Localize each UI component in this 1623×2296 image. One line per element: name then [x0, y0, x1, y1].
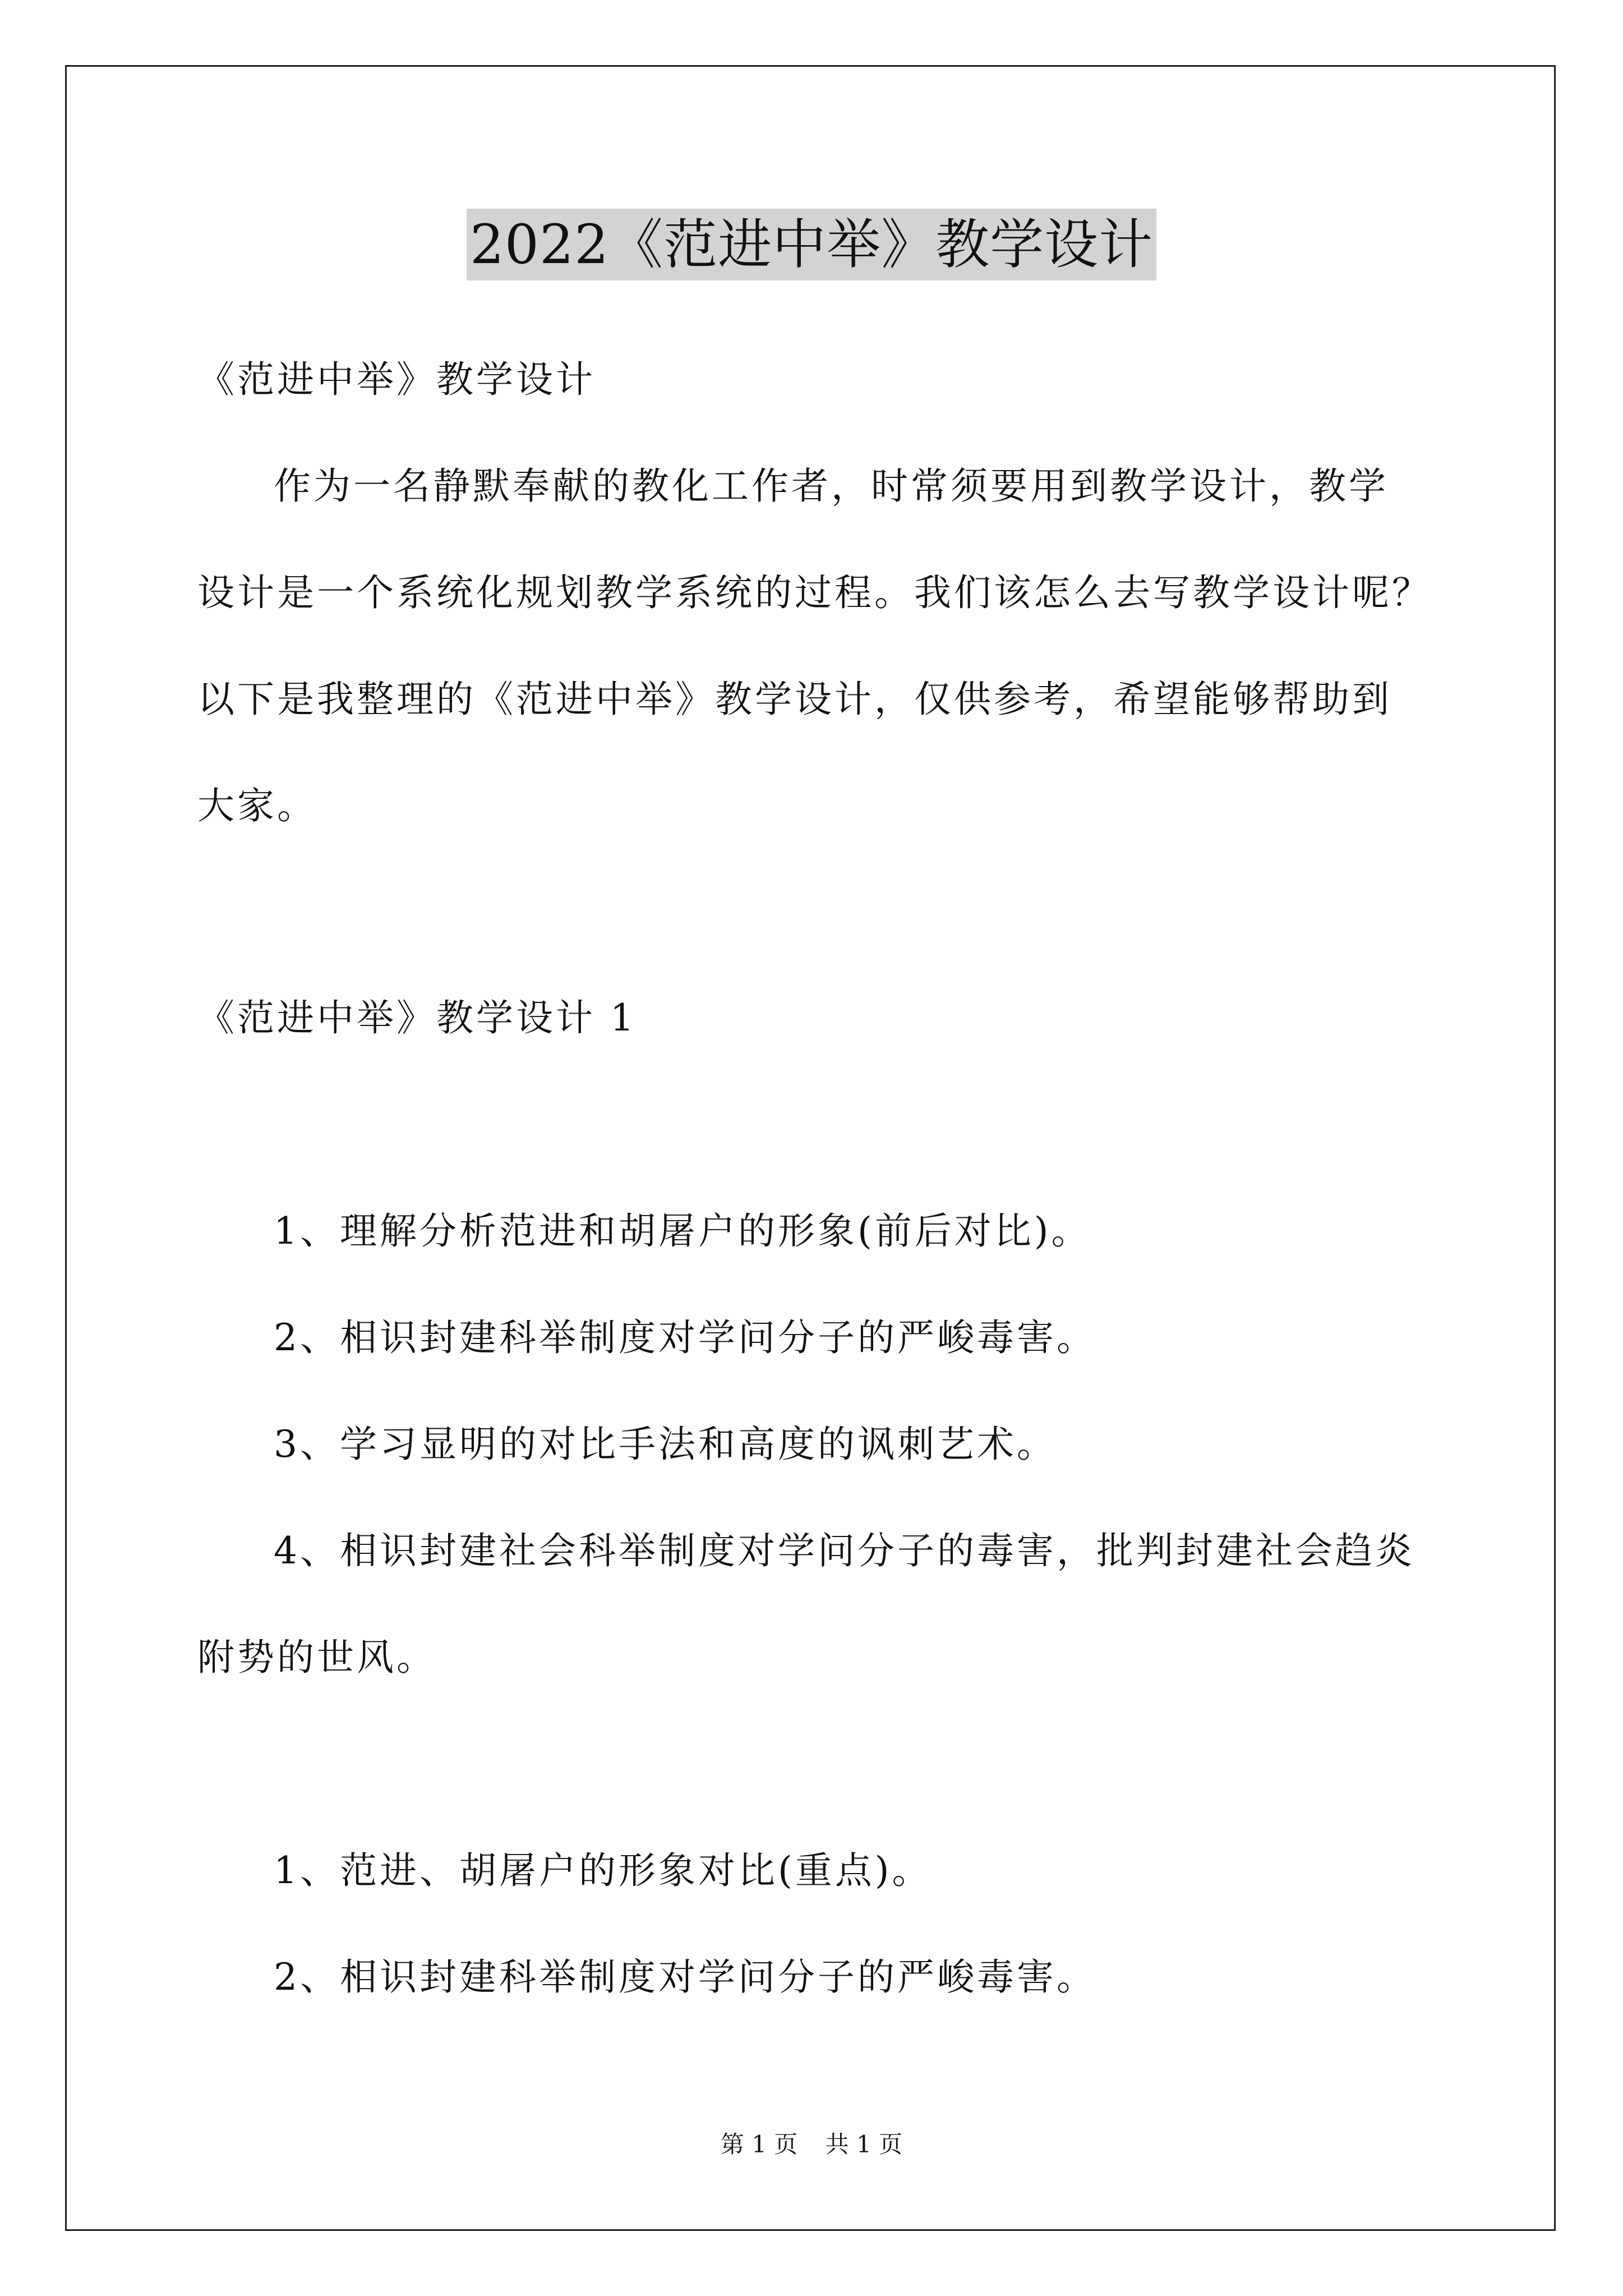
intro-line-2: 设计是一个系统化规划教学系统的过程。我们该怎么去写教学设计呢？	[197, 571, 1432, 614]
page-number-current: 第 1 页	[720, 2131, 798, 2158]
intro-line-4: 大家。	[197, 784, 317, 827]
document-subtitle: 《范进中举》教学设计	[197, 358, 596, 401]
goal-item-3: 3、学习显明的对比手法和高度的讽刺艺术。	[274, 1423, 1057, 1466]
goal-item-2: 2、相识封建科举制度对学问分子的严峻毒害。	[274, 1316, 1096, 1359]
key-point-1: 1、范进、胡屠户的形象对比(重点)。	[274, 1849, 932, 1892]
goal-item-4: 4、相识封建社会科举制度对学问分子的毒害，批判封建社会趋炎	[274, 1529, 1415, 1572]
page-number-total: 共 1 页	[825, 2131, 903, 2158]
title-container	[0, 209, 1623, 280]
intro-line-1: 作为一名静默奉献的教化工作者，时常须要用到教学设计，教学	[274, 464, 1389, 508]
section-heading: 《范进中举》教学设计 1	[197, 996, 637, 1039]
document-title: 2022《范进中举》教学设计	[467, 209, 1156, 280]
intro-line-3: 以下是我整理的《范进中举》教学设计，仅供参考，希望能够帮助到	[197, 678, 1392, 721]
key-point-2: 2、相识封建科举制度对学问分子的严峻毒害。	[274, 1955, 1096, 1999]
goal-item-1: 1、理解分析范进和胡屠户的形象(前后对比)。	[274, 1209, 1091, 1253]
goal-item-4-continued: 附势的世风。	[197, 1636, 436, 1679]
page-footer	[0, 2129, 1623, 2160]
